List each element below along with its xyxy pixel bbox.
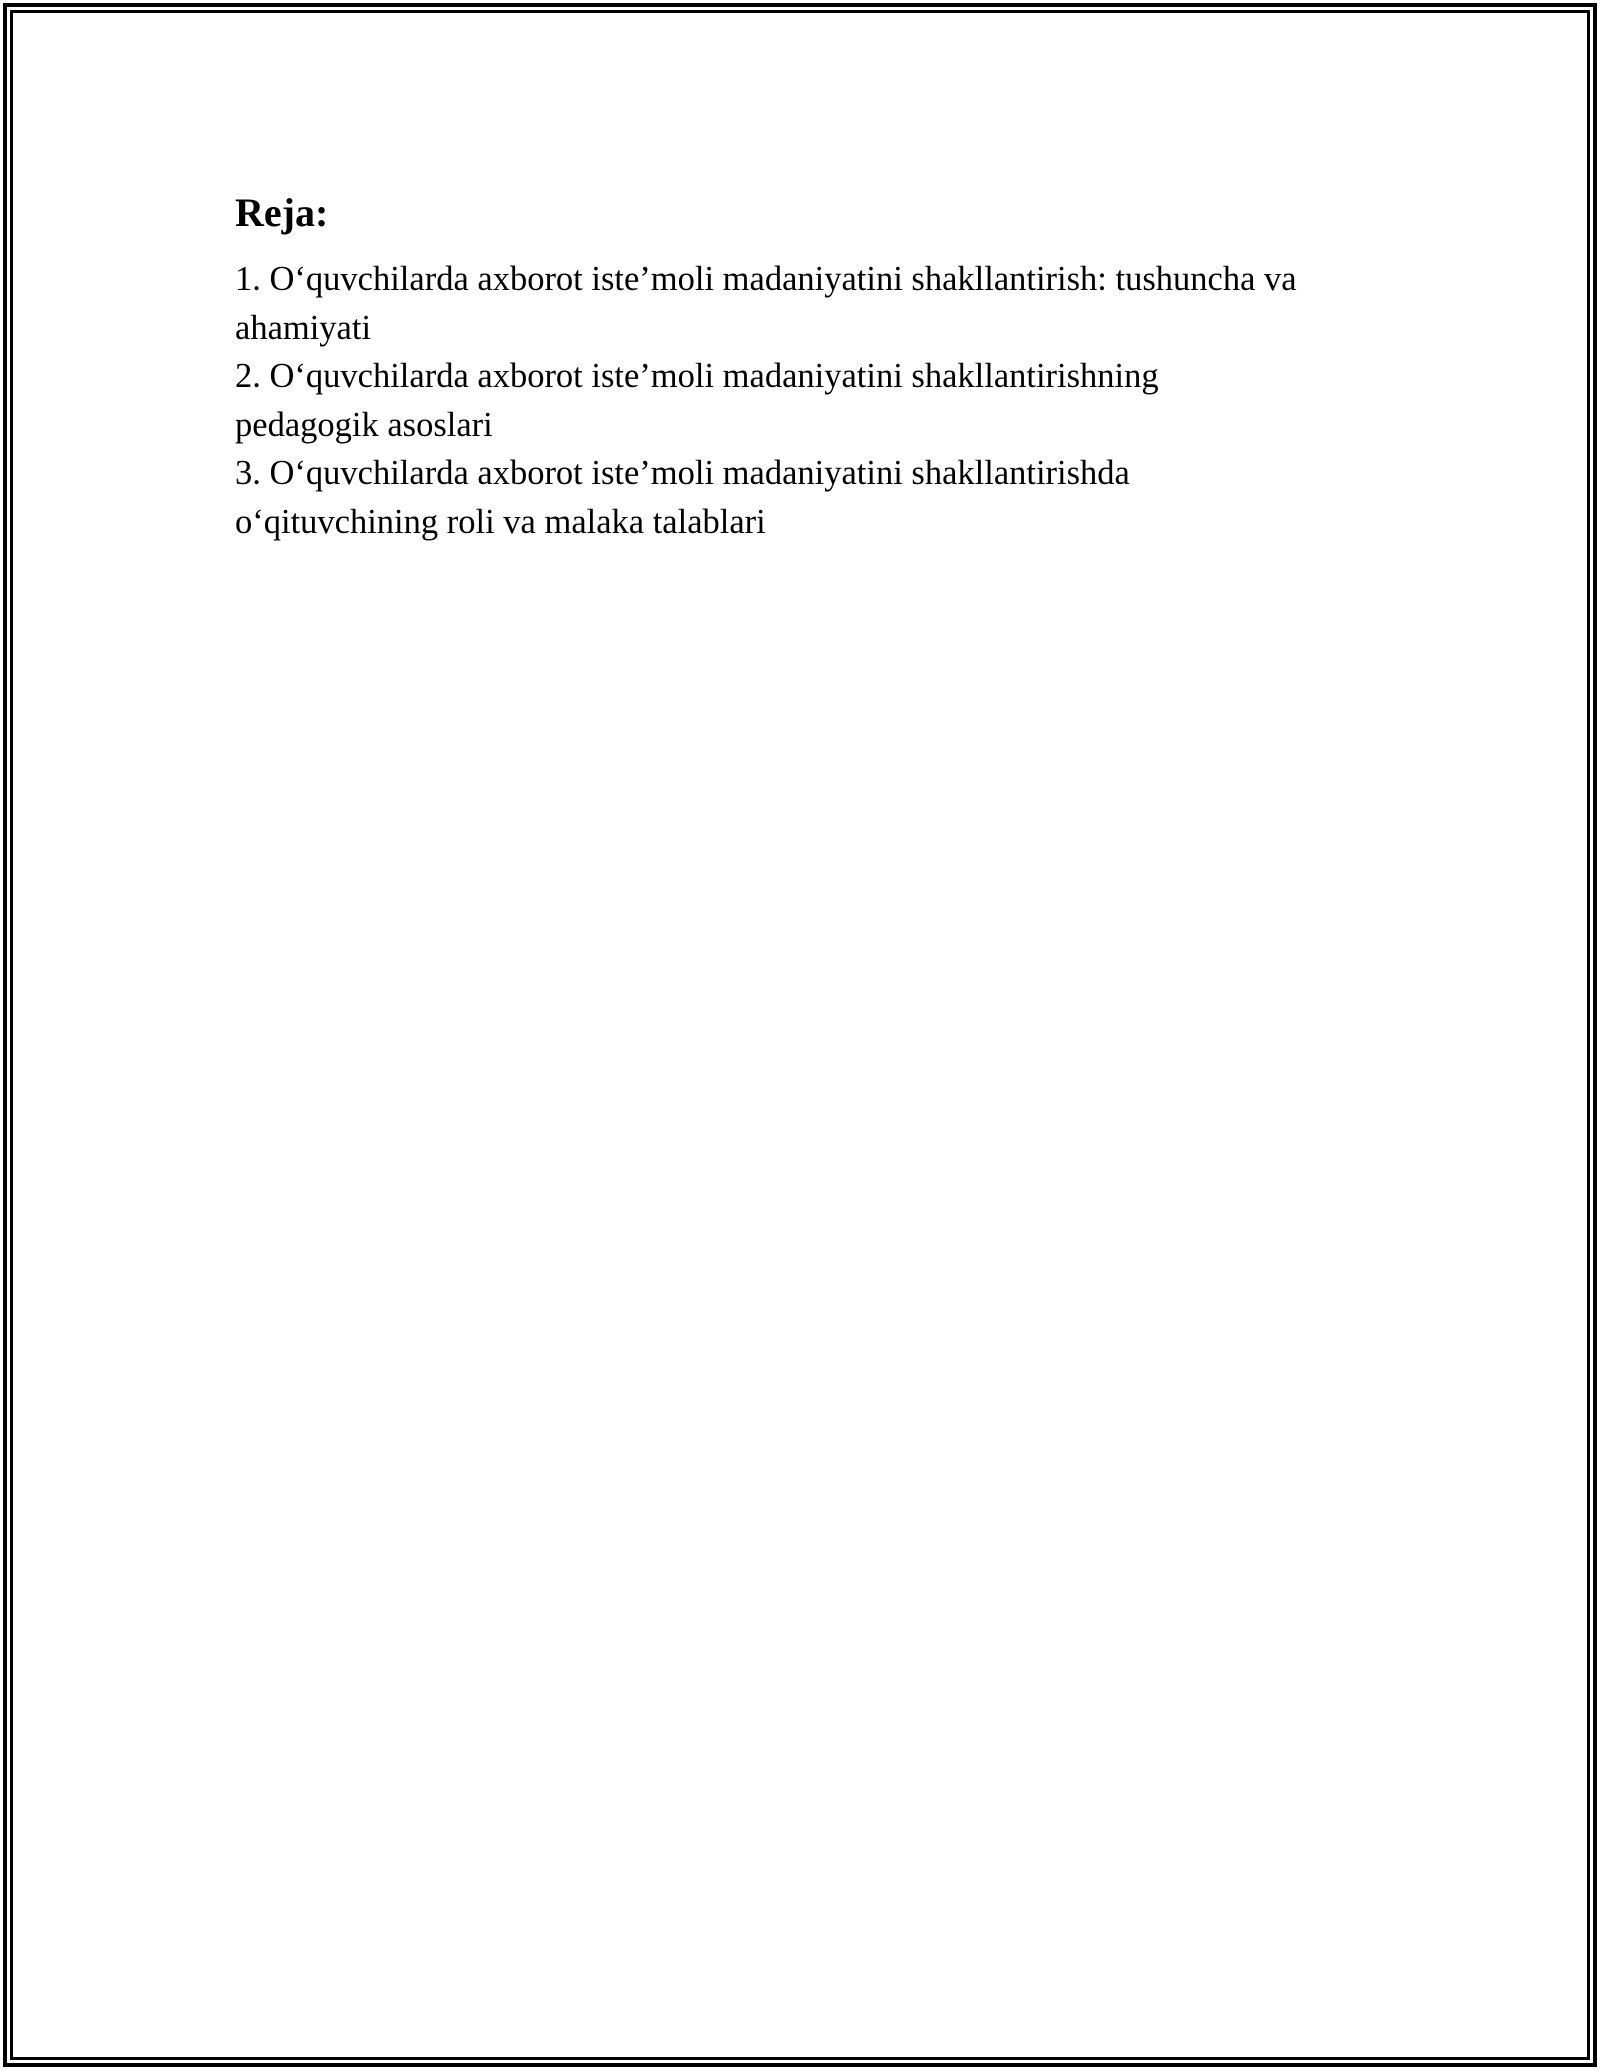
plan-heading: Reja:	[235, 190, 329, 235]
plan-item-2-line-2: pedagogik asoslari	[235, 405, 493, 444]
plan-item-1-line-2: ahamiyati	[235, 308, 372, 347]
plan-list	[235, 255, 1395, 546]
document-body	[235, 183, 1395, 546]
plan-item-3-line-1: 3. O‘quvchilarda axborot iste’moli madaniyatini shakllantirishda	[235, 454, 1130, 492]
plan-item-3-line-2: o‘qituvchining roli va malaka talablari	[235, 502, 766, 541]
plan-item-3	[235, 449, 1395, 546]
plan-item-1-line-1: 1. O‘quvchilarda axborot iste’moli madaniyatini shakllantirish: tushuncha va	[235, 260, 1297, 298]
plan-item-1	[235, 255, 1395, 352]
plan-item-2	[235, 352, 1395, 449]
plan-item-2-line-1: 2. O‘quvchilarda axborot iste’moli madaniyatini shakllantirishning	[235, 357, 1159, 395]
